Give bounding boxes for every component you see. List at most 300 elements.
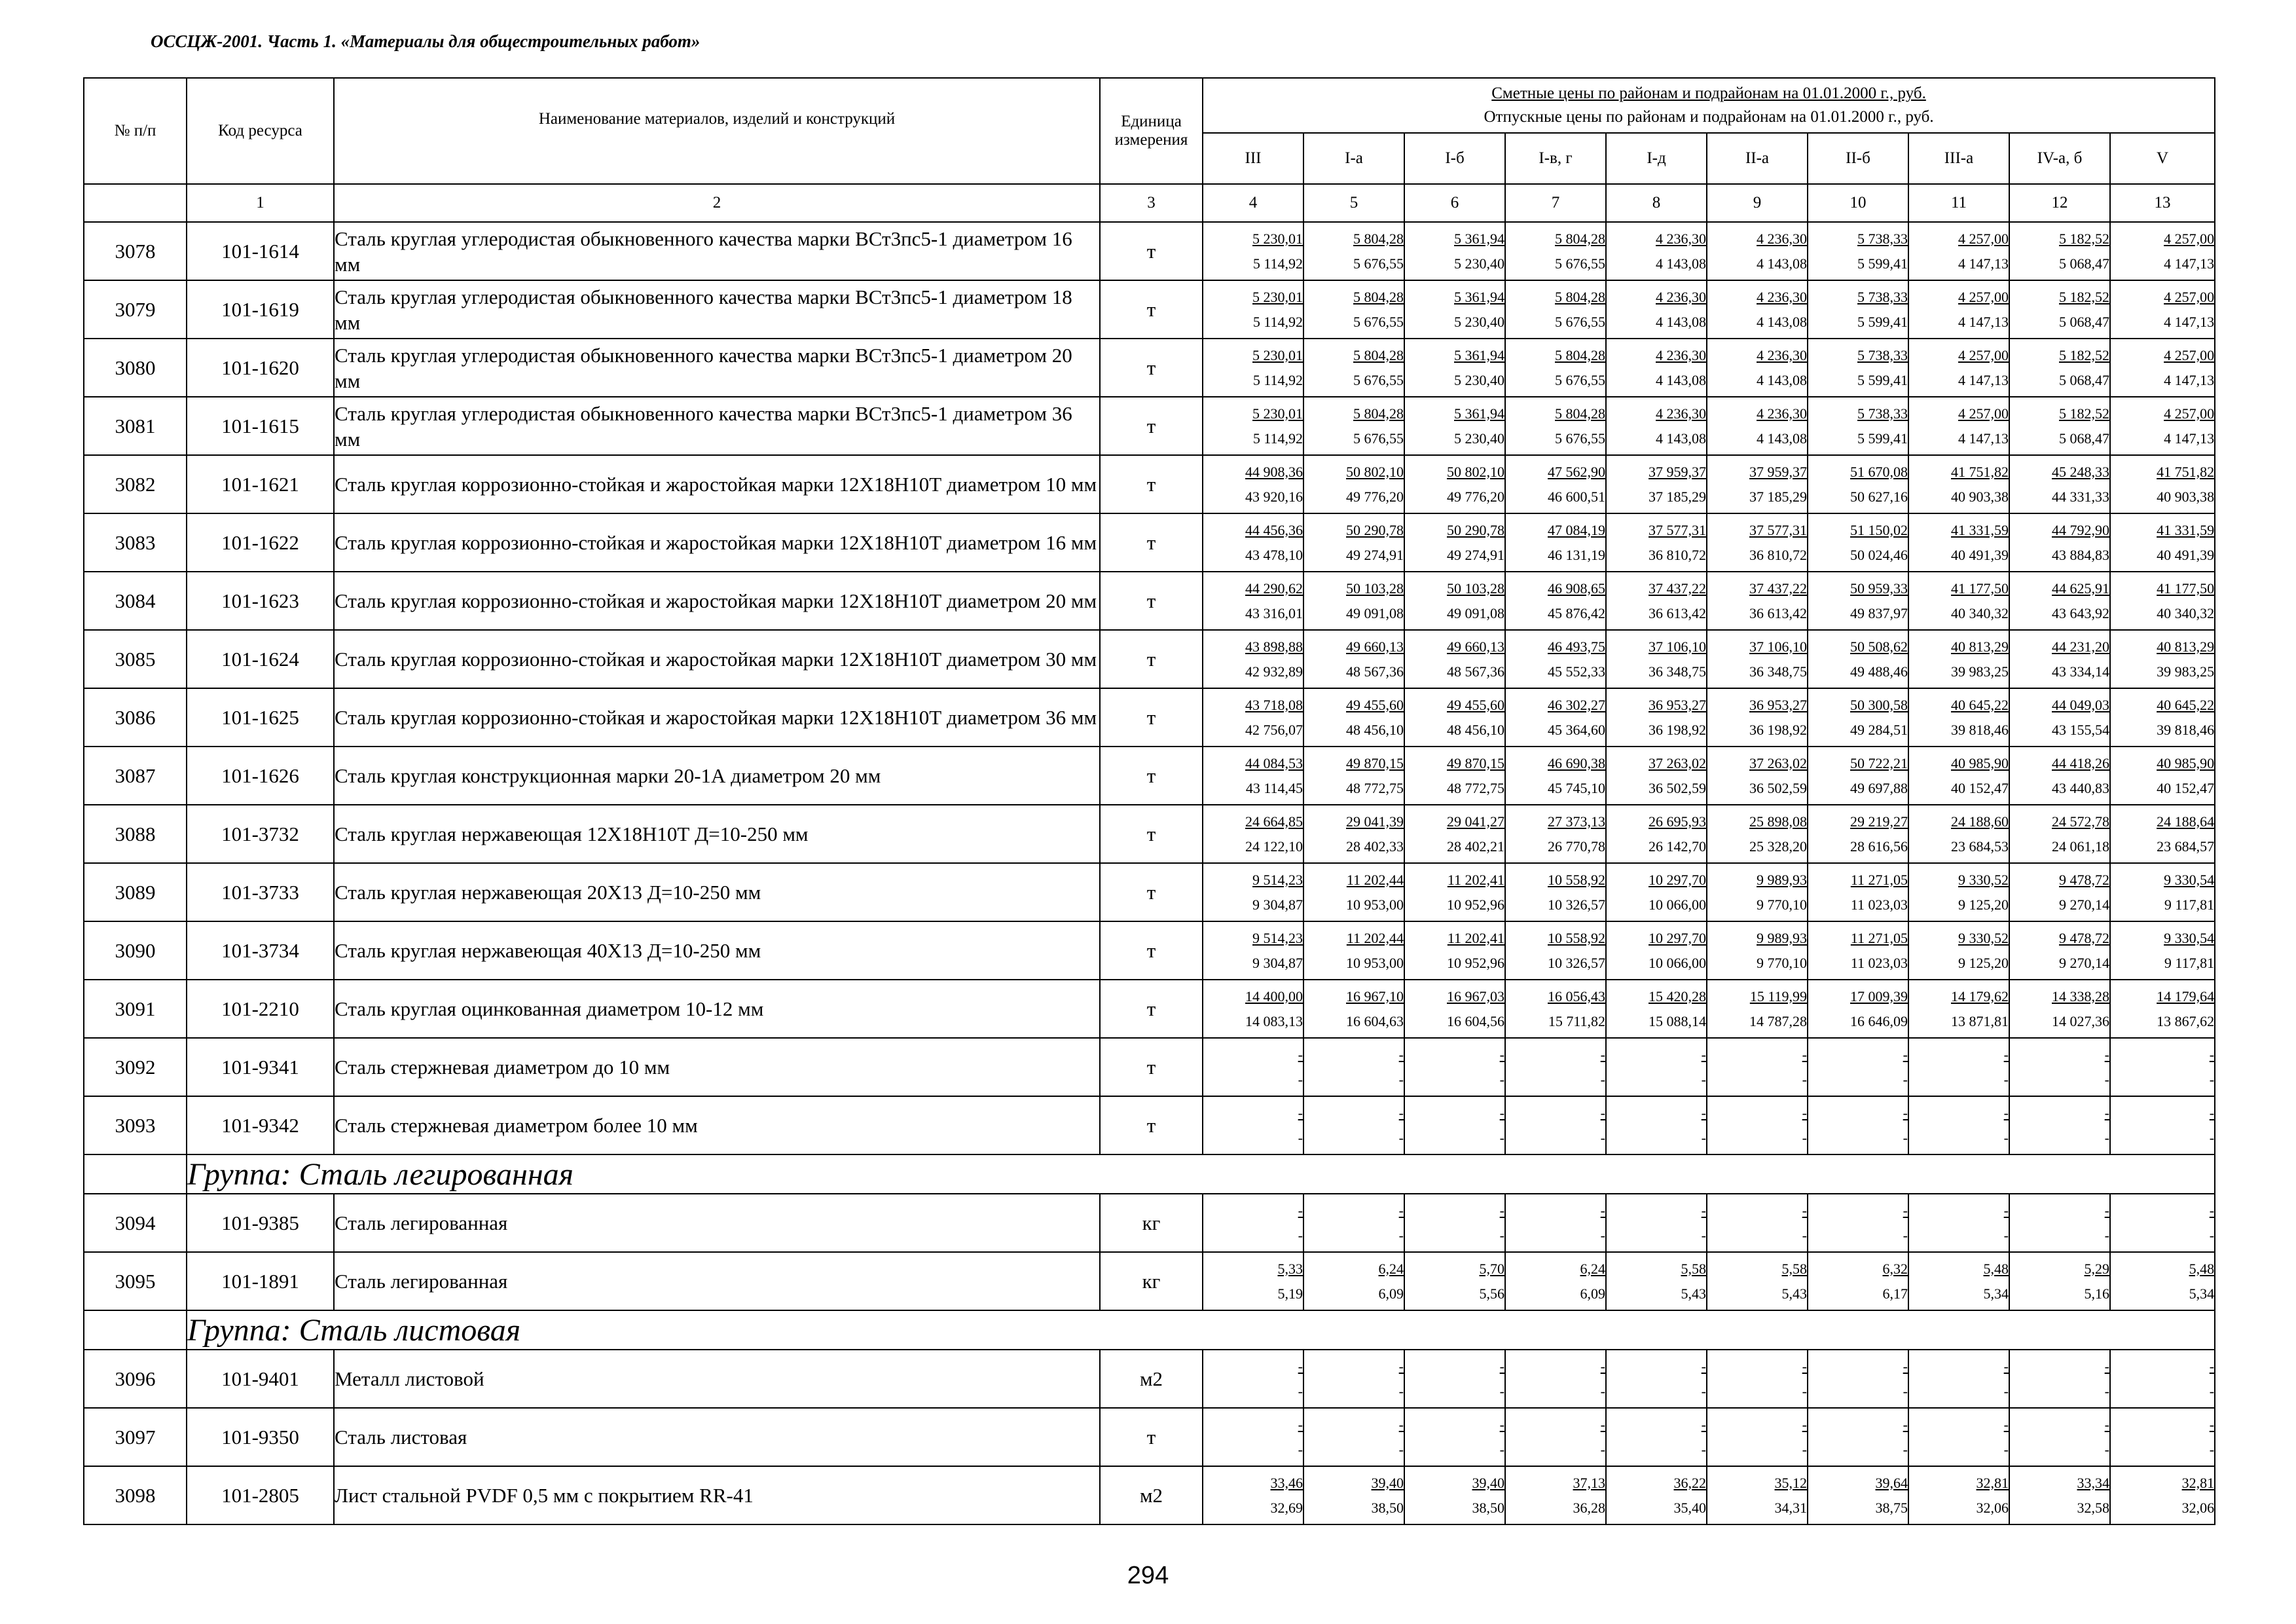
- price-cell: [1707, 921, 1808, 980]
- release-price: 40 903,38: [1951, 488, 2009, 505]
- estimated-price: -: [2104, 1202, 2109, 1219]
- estimated-price: 29 041,27: [1447, 813, 1504, 830]
- estimated-price: -: [1499, 1202, 1504, 1219]
- release-price: 5,19: [1277, 1285, 1303, 1302]
- release-price: -: [1499, 1441, 1504, 1458]
- release-price: -: [1802, 1382, 1807, 1399]
- release-price: 48 456,10: [1346, 721, 1404, 738]
- estimated-price: 5,70: [1479, 1260, 1504, 1277]
- unit-of-measure: т: [1100, 921, 1203, 980]
- estimated-price: 4 236,30: [1757, 346, 1807, 363]
- price-cell: [2110, 630, 2215, 688]
- release-price: -: [1701, 1071, 1706, 1088]
- release-price: 5 676,55: [1353, 255, 1404, 272]
- price-cell: [1808, 572, 1908, 630]
- release-price: 39 983,25: [1951, 663, 2009, 680]
- estimated-price: 4 236,30: [1656, 346, 1706, 363]
- price-cell: [2110, 747, 2215, 805]
- price-cell: [2009, 630, 2110, 688]
- region-header: I-б: [1404, 133, 1505, 184]
- estimated-price: -: [1298, 1357, 1303, 1375]
- release-price: 39 818,46: [2157, 721, 2215, 738]
- price-cell: [1908, 1252, 2009, 1310]
- estimated-price: -: [1701, 1357, 1706, 1375]
- estimated-price: 9 478,72: [2059, 929, 2109, 946]
- resource-code: 101-3734: [187, 921, 334, 980]
- price-cell: [1908, 1096, 2009, 1154]
- release-price: -: [2003, 1227, 2009, 1244]
- resource-code: 101-9401: [187, 1350, 334, 1408]
- estimated-price: -: [1903, 1357, 1908, 1375]
- estimated-price: 37,13: [1573, 1474, 1605, 1491]
- unit-of-measure: т: [1100, 630, 1203, 688]
- price-cell: [1808, 1466, 1908, 1524]
- estimated-price: 51 670,08: [1850, 463, 1908, 480]
- price-cell: [1808, 513, 1908, 572]
- estimated-price: 37 959,37: [1749, 463, 1807, 480]
- price-cell: [1303, 1466, 1404, 1524]
- resource-code: 101-9341: [187, 1038, 334, 1096]
- release-price: 48 567,36: [1346, 663, 1404, 680]
- release-price: 14 027,36: [2052, 1012, 2109, 1029]
- estimated-price: 14 179,62: [1951, 987, 2009, 1005]
- region-header: V: [2110, 133, 2215, 184]
- estimated-price: 40 645,22: [1951, 696, 2009, 713]
- estimated-price: 41 751,82: [2157, 463, 2215, 480]
- estimated-price: 4 236,30: [1757, 405, 1807, 422]
- price-cell: [2110, 1466, 2215, 1524]
- release-price: -: [1802, 1227, 1807, 1244]
- col-number: 11: [1908, 184, 2009, 222]
- release-price: 38,50: [1371, 1499, 1404, 1516]
- price-cell: [1404, 455, 1505, 513]
- price-cell: [1606, 397, 1707, 455]
- estimated-price: 37 263,02: [1649, 754, 1706, 771]
- estimated-price: 5 361,94: [1454, 288, 1504, 305]
- group-row: [84, 1310, 2215, 1350]
- release-price: -: [2209, 1382, 2215, 1399]
- release-price: -: [1298, 1129, 1303, 1146]
- col-number: 13: [2110, 184, 2215, 222]
- estimated-price: 50 508,62: [1850, 638, 1908, 655]
- release-price: 11 023,03: [1850, 954, 1908, 971]
- estimated-price: -: [2104, 1416, 2109, 1433]
- release-price: -: [1600, 1382, 1605, 1399]
- material-name: Сталь круглая коррозионно-стойкая и жаростойкая марки 12Х18Н10Т диаметром 16 мм: [334, 513, 1100, 572]
- estimated-price: -: [1600, 1104, 1605, 1121]
- estimated-price: 5,48: [1983, 1260, 2009, 1277]
- release-price: -: [1903, 1071, 1908, 1088]
- table-row: [84, 1350, 2215, 1408]
- price-cell: [1606, 1408, 1707, 1466]
- release-price: 49 697,88: [1850, 779, 1908, 796]
- col-number: 7: [1505, 184, 1606, 222]
- release-price: 43 643,92: [2052, 604, 2109, 621]
- price-cell: [2110, 222, 2215, 280]
- material-name: Сталь стержневая диаметром более 10 мм: [334, 1096, 1100, 1154]
- release-price: -: [2104, 1382, 2109, 1399]
- estimated-price: 25 898,08: [1749, 813, 1807, 830]
- estimated-price: -: [1499, 1046, 1504, 1063]
- col-header-code: Код ресурса: [187, 78, 334, 184]
- row-number: 3088: [84, 805, 187, 863]
- release-price: -: [1802, 1441, 1807, 1458]
- estimated-price: 46 690,38: [1548, 754, 1605, 771]
- row-number: 3094: [84, 1194, 187, 1252]
- estimated-price: 16 967,03: [1447, 987, 1504, 1005]
- estimated-price: 6,24: [1378, 1260, 1404, 1277]
- material-name: Металл листовой: [334, 1350, 1100, 1408]
- estimated-price: 35,12: [1774, 1474, 1807, 1491]
- table-row: [84, 1038, 2215, 1096]
- resource-code: 101-3733: [187, 863, 334, 921]
- unit-of-measure: м2: [1100, 1350, 1203, 1408]
- estimated-price: 49 660,13: [1447, 638, 1504, 655]
- resource-code: 101-3732: [187, 805, 334, 863]
- estimated-price: 5,58: [1781, 1260, 1807, 1277]
- estimated-price: 44 418,26: [2052, 754, 2109, 771]
- price-cell: [1707, 980, 1808, 1038]
- release-price: 10 326,57: [1548, 954, 1605, 971]
- release-price: 49 091,08: [1346, 604, 1404, 621]
- estimated-price: 4 257,00: [2164, 230, 2215, 247]
- price-cell: [1707, 339, 1808, 397]
- release-price: 43 334,14: [2052, 663, 2109, 680]
- estimated-price: 47 084,19: [1548, 521, 1605, 538]
- price-cell: [2009, 1350, 2110, 1408]
- price-cell: [1203, 1466, 1303, 1524]
- row-number: 3081: [84, 397, 187, 455]
- release-price: -: [2209, 1441, 2215, 1458]
- material-name: Сталь легированная: [334, 1194, 1100, 1252]
- price-cell: [1505, 572, 1606, 630]
- estimated-price: 11 202,41: [1447, 929, 1504, 946]
- price-cell: [1505, 455, 1606, 513]
- row-number: 3082: [84, 455, 187, 513]
- release-price: -: [1903, 1441, 1908, 1458]
- price-cell: [1505, 397, 1606, 455]
- release-price: 5 230,40: [1454, 313, 1504, 330]
- col-number: 8: [1606, 184, 1707, 222]
- region-header: III: [1203, 133, 1303, 184]
- release-price: -: [2003, 1129, 2009, 1146]
- row-number: 3090: [84, 921, 187, 980]
- price-cell: [1203, 688, 1303, 747]
- table-row: [84, 921, 2215, 980]
- release-price: -: [1398, 1071, 1404, 1088]
- price-cell: [1808, 455, 1908, 513]
- price-cell: [1908, 222, 2009, 280]
- release-price: -: [1701, 1227, 1706, 1244]
- release-price: 6,17: [1882, 1285, 1908, 1302]
- estimated-price: -: [1701, 1202, 1706, 1219]
- resource-code: 101-1615: [187, 397, 334, 455]
- estimated-price: 44 792,90: [2052, 521, 2109, 538]
- price-cell: [1808, 921, 1908, 980]
- release-price: 5,43: [1681, 1285, 1706, 1302]
- price-cell: [1707, 805, 1808, 863]
- release-price: -: [1298, 1382, 1303, 1399]
- release-price: -: [1600, 1071, 1605, 1088]
- price-cell: [1505, 1096, 1606, 1154]
- price-cell: [1908, 280, 2009, 339]
- release-price: 4 147,13: [1958, 313, 2009, 330]
- price-cell: [1303, 455, 1404, 513]
- price-cell: [1808, 630, 1908, 688]
- table-row: [84, 630, 2215, 688]
- release-price: 36 348,75: [1749, 663, 1807, 680]
- estimated-price: 4 257,00: [2164, 288, 2215, 305]
- price-cell: [1707, 513, 1808, 572]
- estimated-price: 4 257,00: [1958, 230, 2009, 247]
- estimated-price: 44 625,91: [2052, 580, 2109, 597]
- estimated-price: 49 455,60: [1447, 696, 1504, 713]
- release-price: 28 616,56: [1850, 838, 1908, 855]
- release-price: 16 604,63: [1346, 1012, 1404, 1029]
- price-cell: [1303, 863, 1404, 921]
- estimated-price: 44 456,36: [1245, 521, 1303, 538]
- estimated-price: 5 804,28: [1353, 346, 1404, 363]
- release-price: 40 340,32: [1951, 604, 2009, 621]
- release-price: -: [1298, 1227, 1303, 1244]
- price-cell: [1303, 513, 1404, 572]
- estimated-price: 49 870,15: [1447, 754, 1504, 771]
- price-cell: [1707, 222, 1808, 280]
- price-cell: [1808, 1096, 1908, 1154]
- price-cell: [1404, 1466, 1505, 1524]
- estimated-price: -: [2209, 1104, 2215, 1121]
- price-table: [83, 77, 2215, 1525]
- estimated-price: -: [1298, 1202, 1303, 1219]
- unit-of-measure: т: [1100, 1038, 1203, 1096]
- release-price: 43 478,10: [1245, 546, 1303, 563]
- group-title: Группа: Сталь листовая: [187, 1310, 2215, 1350]
- estimated-price: 41 177,50: [2157, 580, 2215, 597]
- estimated-price: 5 804,28: [1353, 405, 1404, 422]
- estimated-price: 9 989,93: [1757, 929, 1807, 946]
- estimated-price: 5 804,28: [1555, 405, 1605, 422]
- estimated-price: 11 202,41: [1447, 871, 1504, 888]
- release-price: 43 316,01: [1245, 604, 1303, 621]
- resource-code: 101-1623: [187, 572, 334, 630]
- estimated-price: 5 738,33: [1857, 405, 1908, 422]
- estimated-price: 50 959,33: [1850, 580, 1908, 597]
- price-cell: [2009, 921, 2110, 980]
- col-header-unit: Единица измерения: [1100, 78, 1203, 184]
- release-price: 9 304,87: [1252, 954, 1303, 971]
- estimated-price: 4 257,00: [1958, 288, 2009, 305]
- unit-of-measure: т: [1100, 397, 1203, 455]
- row-number: 3098: [84, 1466, 187, 1524]
- price-cell: [1505, 1252, 1606, 1310]
- estimated-price: 11 271,05: [1850, 871, 1908, 888]
- release-price: 43 920,16: [1245, 488, 1303, 505]
- price-cell: [1203, 1408, 1303, 1466]
- release-price: 4 143,08: [1757, 313, 1807, 330]
- region-header: III-а: [1908, 133, 2009, 184]
- release-price: 23 684,57: [2157, 838, 2215, 855]
- release-price: 13 867,62: [2157, 1012, 2215, 1029]
- price-cell: [1707, 1408, 1808, 1466]
- estimated-price: -: [2003, 1104, 2009, 1121]
- price-cell: [1606, 572, 1707, 630]
- document-header: ОССЦЖ-2001. Часть 1. «Материалы для общестроительных работ»: [151, 31, 701, 51]
- estimated-price: 11 202,44: [1346, 929, 1404, 946]
- resource-code: 101-1891: [187, 1252, 334, 1310]
- estimated-price: 5 804,28: [1555, 230, 1605, 247]
- estimated-price: 10 297,70: [1649, 929, 1706, 946]
- price-cell: [1303, 805, 1404, 863]
- release-price: 4 143,08: [1656, 371, 1706, 388]
- estimated-price: 5 804,28: [1555, 288, 1605, 305]
- price-cell: [1908, 572, 2009, 630]
- estimated-price: -: [2003, 1202, 2009, 1219]
- release-price: 32,06: [1976, 1499, 2009, 1516]
- estimated-price: 29 219,27: [1850, 813, 1908, 830]
- estimated-price: 9 989,93: [1757, 871, 1807, 888]
- material-name: Сталь стержневая диаметром до 10 мм: [334, 1038, 1100, 1096]
- estimated-price: 44 049,03: [2052, 696, 2109, 713]
- table-row: [84, 1408, 2215, 1466]
- release-price: 5,16: [2084, 1285, 2109, 1302]
- unit-of-measure: т: [1100, 455, 1203, 513]
- release-price: 11 023,03: [1850, 896, 1908, 913]
- estimated-price: -: [1903, 1202, 1908, 1219]
- estimated-price: 50 802,10: [1447, 463, 1504, 480]
- price-cell: [2110, 980, 2215, 1038]
- estimated-price: 4 257,00: [1958, 405, 2009, 422]
- release-price: 49 837,97: [1850, 604, 1908, 621]
- price-cell: [1908, 980, 2009, 1038]
- release-price: 49 284,51: [1850, 721, 1908, 738]
- estimated-price: 50 103,28: [1346, 580, 1404, 597]
- estimated-price: 14 179,64: [2157, 987, 2215, 1005]
- price-cell: [2009, 455, 2110, 513]
- estimated-price: 50 722,21: [1850, 754, 1908, 771]
- table-header: [84, 78, 2215, 222]
- release-price: 5 599,41: [1857, 255, 1908, 272]
- estimated-price: 17 009,39: [1850, 987, 1908, 1005]
- estimated-price: 49 660,13: [1346, 638, 1404, 655]
- release-price: 40 152,47: [1951, 779, 2009, 796]
- estimated-price: -: [1701, 1416, 1706, 1433]
- release-price: 36 348,75: [1649, 663, 1706, 680]
- row-number: 3089: [84, 863, 187, 921]
- table-row: [84, 572, 2215, 630]
- release-price: 5 599,41: [1857, 313, 1908, 330]
- estimated-price: 16 967,10: [1346, 987, 1404, 1005]
- release-price: 10 066,00: [1649, 954, 1706, 971]
- release-price: 4 143,08: [1757, 430, 1807, 447]
- price-cell: [1606, 280, 1707, 339]
- price-cell: [1707, 572, 1808, 630]
- price-cell: [1606, 1350, 1707, 1408]
- estimated-price: 5,29: [2084, 1260, 2109, 1277]
- price-cell: [1606, 1252, 1707, 1310]
- price-cell: [1606, 339, 1707, 397]
- release-price: -: [2003, 1382, 2009, 1399]
- group-spacer: [84, 1154, 187, 1194]
- price-cell: [1404, 1408, 1505, 1466]
- estimated-price: 37 577,31: [1649, 521, 1706, 538]
- estimated-price: 41 331,59: [1951, 521, 2009, 538]
- col-number: 1: [187, 184, 334, 222]
- col-number: 2: [334, 184, 1100, 222]
- estimated-price: 50 103,28: [1447, 580, 1504, 597]
- release-price: 5 230,40: [1454, 430, 1504, 447]
- release-price: 4 143,08: [1757, 371, 1807, 388]
- price-cell: [2009, 1408, 2110, 1466]
- price-cell: [2110, 280, 2215, 339]
- unit-of-measure: кг: [1100, 1194, 1203, 1252]
- estimated-price: -: [1701, 1104, 1706, 1121]
- estimated-price: 39,40: [1371, 1474, 1404, 1491]
- price-cell: [2009, 222, 2110, 280]
- material-name: Сталь листовая: [334, 1408, 1100, 1466]
- release-price: 43 114,45: [1245, 779, 1303, 796]
- release-price: -: [1398, 1441, 1404, 1458]
- price-cell: [1303, 921, 1404, 980]
- estimated-price: 5 361,94: [1454, 405, 1504, 422]
- release-price: -: [2104, 1129, 2109, 1146]
- estimated-price: 39,40: [1472, 1474, 1504, 1491]
- estimated-price: 5 182,52: [2059, 288, 2109, 305]
- col-header-name: Наименование материалов, изделий и конструкций: [334, 78, 1100, 184]
- estimated-price: 10 558,92: [1548, 871, 1605, 888]
- price-cell: [1203, 1194, 1303, 1252]
- release-price: 40 491,39: [1951, 546, 2009, 563]
- release-price: 4 147,13: [1958, 255, 2009, 272]
- price-cell: [1505, 688, 1606, 747]
- release-price: -: [1903, 1227, 1908, 1244]
- price-cell: [1908, 1038, 2009, 1096]
- estimated-price: 29 041,39: [1346, 813, 1404, 830]
- release-price: 40 152,47: [2157, 779, 2215, 796]
- release-price: 38,50: [1472, 1499, 1504, 1516]
- region-header: IV-а, б: [2009, 133, 2110, 184]
- release-price: 49 274,91: [1346, 546, 1404, 563]
- price-cell: [2110, 688, 2215, 747]
- release-price: 49 274,91: [1447, 546, 1504, 563]
- release-price: 6,09: [1580, 1285, 1605, 1302]
- price-cell: [1707, 747, 1808, 805]
- release-price: -: [1600, 1227, 1605, 1244]
- release-price: 15 088,14: [1649, 1012, 1706, 1029]
- estimated-price: 11 271,05: [1850, 929, 1908, 946]
- price-cell: [1303, 339, 1404, 397]
- estimated-price: 5 230,01: [1252, 346, 1303, 363]
- release-price: -: [1398, 1382, 1404, 1399]
- price-cell: [1303, 747, 1404, 805]
- resource-code: 101-9350: [187, 1408, 334, 1466]
- release-price: 49 776,20: [1346, 488, 1404, 505]
- estimated-price: 37 437,22: [1649, 580, 1706, 597]
- release-price: -: [2003, 1071, 2009, 1088]
- price-cell: [1203, 455, 1303, 513]
- price-cell: [1203, 863, 1303, 921]
- row-number: 3078: [84, 222, 187, 280]
- estimated-price: -: [1802, 1416, 1807, 1433]
- release-price: 40 903,38: [2157, 488, 2215, 505]
- price-cell: [1303, 1350, 1404, 1408]
- release-price: 5 676,55: [1353, 430, 1404, 447]
- price-cell: [1707, 1194, 1808, 1252]
- price-cell: [1203, 1252, 1303, 1310]
- price-cell: [1203, 397, 1303, 455]
- price-cell: [1808, 339, 1908, 397]
- release-price: 5,56: [1479, 1285, 1504, 1302]
- estimated-price: 46 908,65: [1548, 580, 1605, 597]
